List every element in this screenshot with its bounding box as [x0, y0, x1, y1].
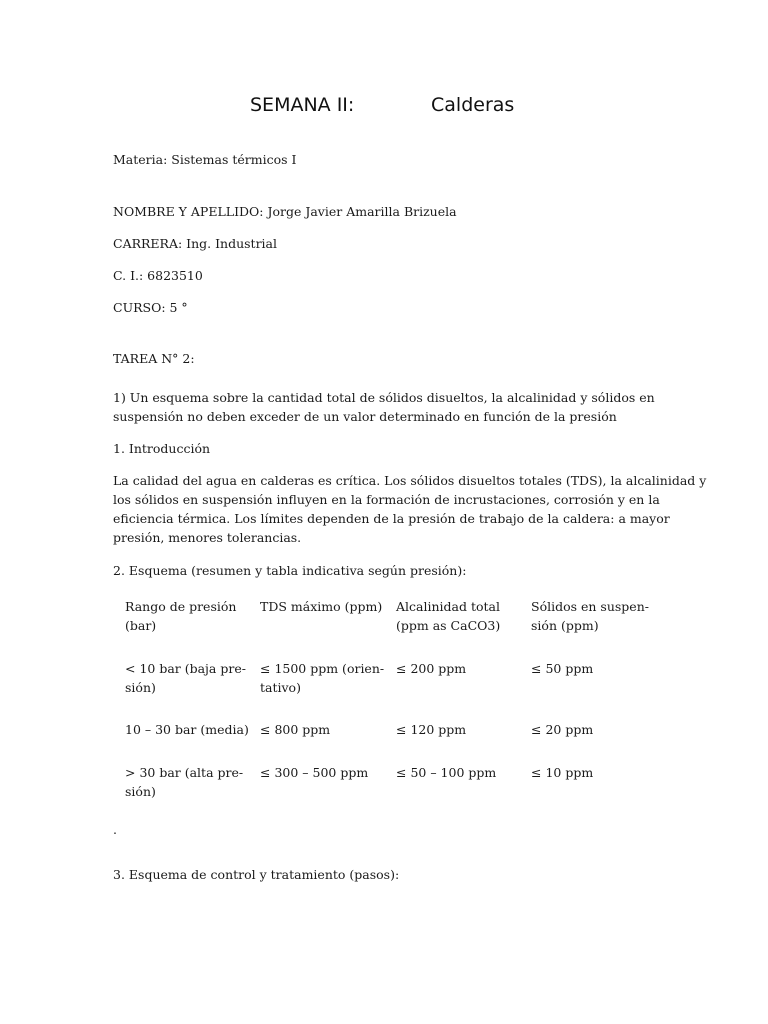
table-cell: ≤ 1500 ppm (orien- tativo)	[260, 661, 385, 695]
stray-dot: .	[113, 822, 117, 837]
table-cell: ≤ 50 – 100 ppm	[396, 765, 497, 780]
assignment-heading: TAREA N° 2:	[113, 351, 195, 366]
table-cell: < 10 bar (baja pre- sión)	[125, 661, 246, 695]
student-name-line: NOMBRE Y APELLIDO: Jorge Javier Amarilla Brizuela	[113, 204, 457, 219]
section-3-heading: 3. Esquema de control y tratamiento (pasos):	[113, 867, 400, 882]
table-cell: ≤ 300 – 500 ppm	[260, 765, 369, 780]
table-cell: ≤ 800 ppm	[260, 722, 331, 737]
table-cell: ≤ 50 ppm	[531, 661, 594, 676]
section-1-heading: 1. Introducción	[113, 441, 211, 456]
question-1-line-2: suspensión no deben exceder de un valor determinado en función de la presión	[113, 409, 617, 424]
title-week: SEMANA II:	[250, 94, 355, 116]
table-cell: > 30 bar (alta pre- sión)	[125, 765, 244, 799]
id-line: C. I.: 6823510	[113, 268, 203, 283]
table-cell: ≤ 20 ppm	[531, 722, 594, 737]
section-1-line-4: presión, menores tolerancias.	[113, 530, 302, 545]
section-2-heading: 2. Esquema (resumen y tabla indicativa según presión):	[113, 563, 467, 578]
subject-line: Materia: Sistemas térmicos I	[113, 152, 297, 167]
section-1-line-3: eficiencia térmica. Los límites dependen de la presión de trabajo de la caldera: a mayor	[113, 511, 670, 526]
table-cell: ≤ 200 ppm	[396, 661, 467, 676]
header-cell-suspended-solids: Sólidos en suspen- sión (ppm)	[531, 599, 649, 633]
title-topic: Calderas	[431, 94, 515, 116]
header-cell-tds: TDS máximo (ppm)	[260, 599, 383, 614]
question-1-line-1: 1) Un esquema sobre la cantidad total de sólidos disueltos, la alcalinidad y sólidos en	[113, 390, 655, 405]
header-cell-pressure: Rango de presión (bar)	[125, 599, 237, 633]
section-1-line-2: los sólidos en suspensión influyen en la formación de incrustaciones, corrosión y en la	[113, 492, 660, 507]
table-cell: ≤ 120 ppm	[396, 722, 467, 737]
section-1-line-1: La calidad del agua en calderas es crítica. Los sólidos disueltos totales (TDS), la alcalinidad y	[113, 473, 707, 488]
career-line: CARRERA: Ing. Industrial	[113, 236, 278, 251]
table-cell: 10 – 30 bar (media)	[125, 722, 249, 737]
table-cell: ≤ 10 ppm	[531, 765, 594, 780]
header-cell-alkalinity: Alcalinidad total (ppm as CaCO3)	[396, 599, 501, 633]
course-line: CURSO: 5 °	[113, 300, 188, 315]
